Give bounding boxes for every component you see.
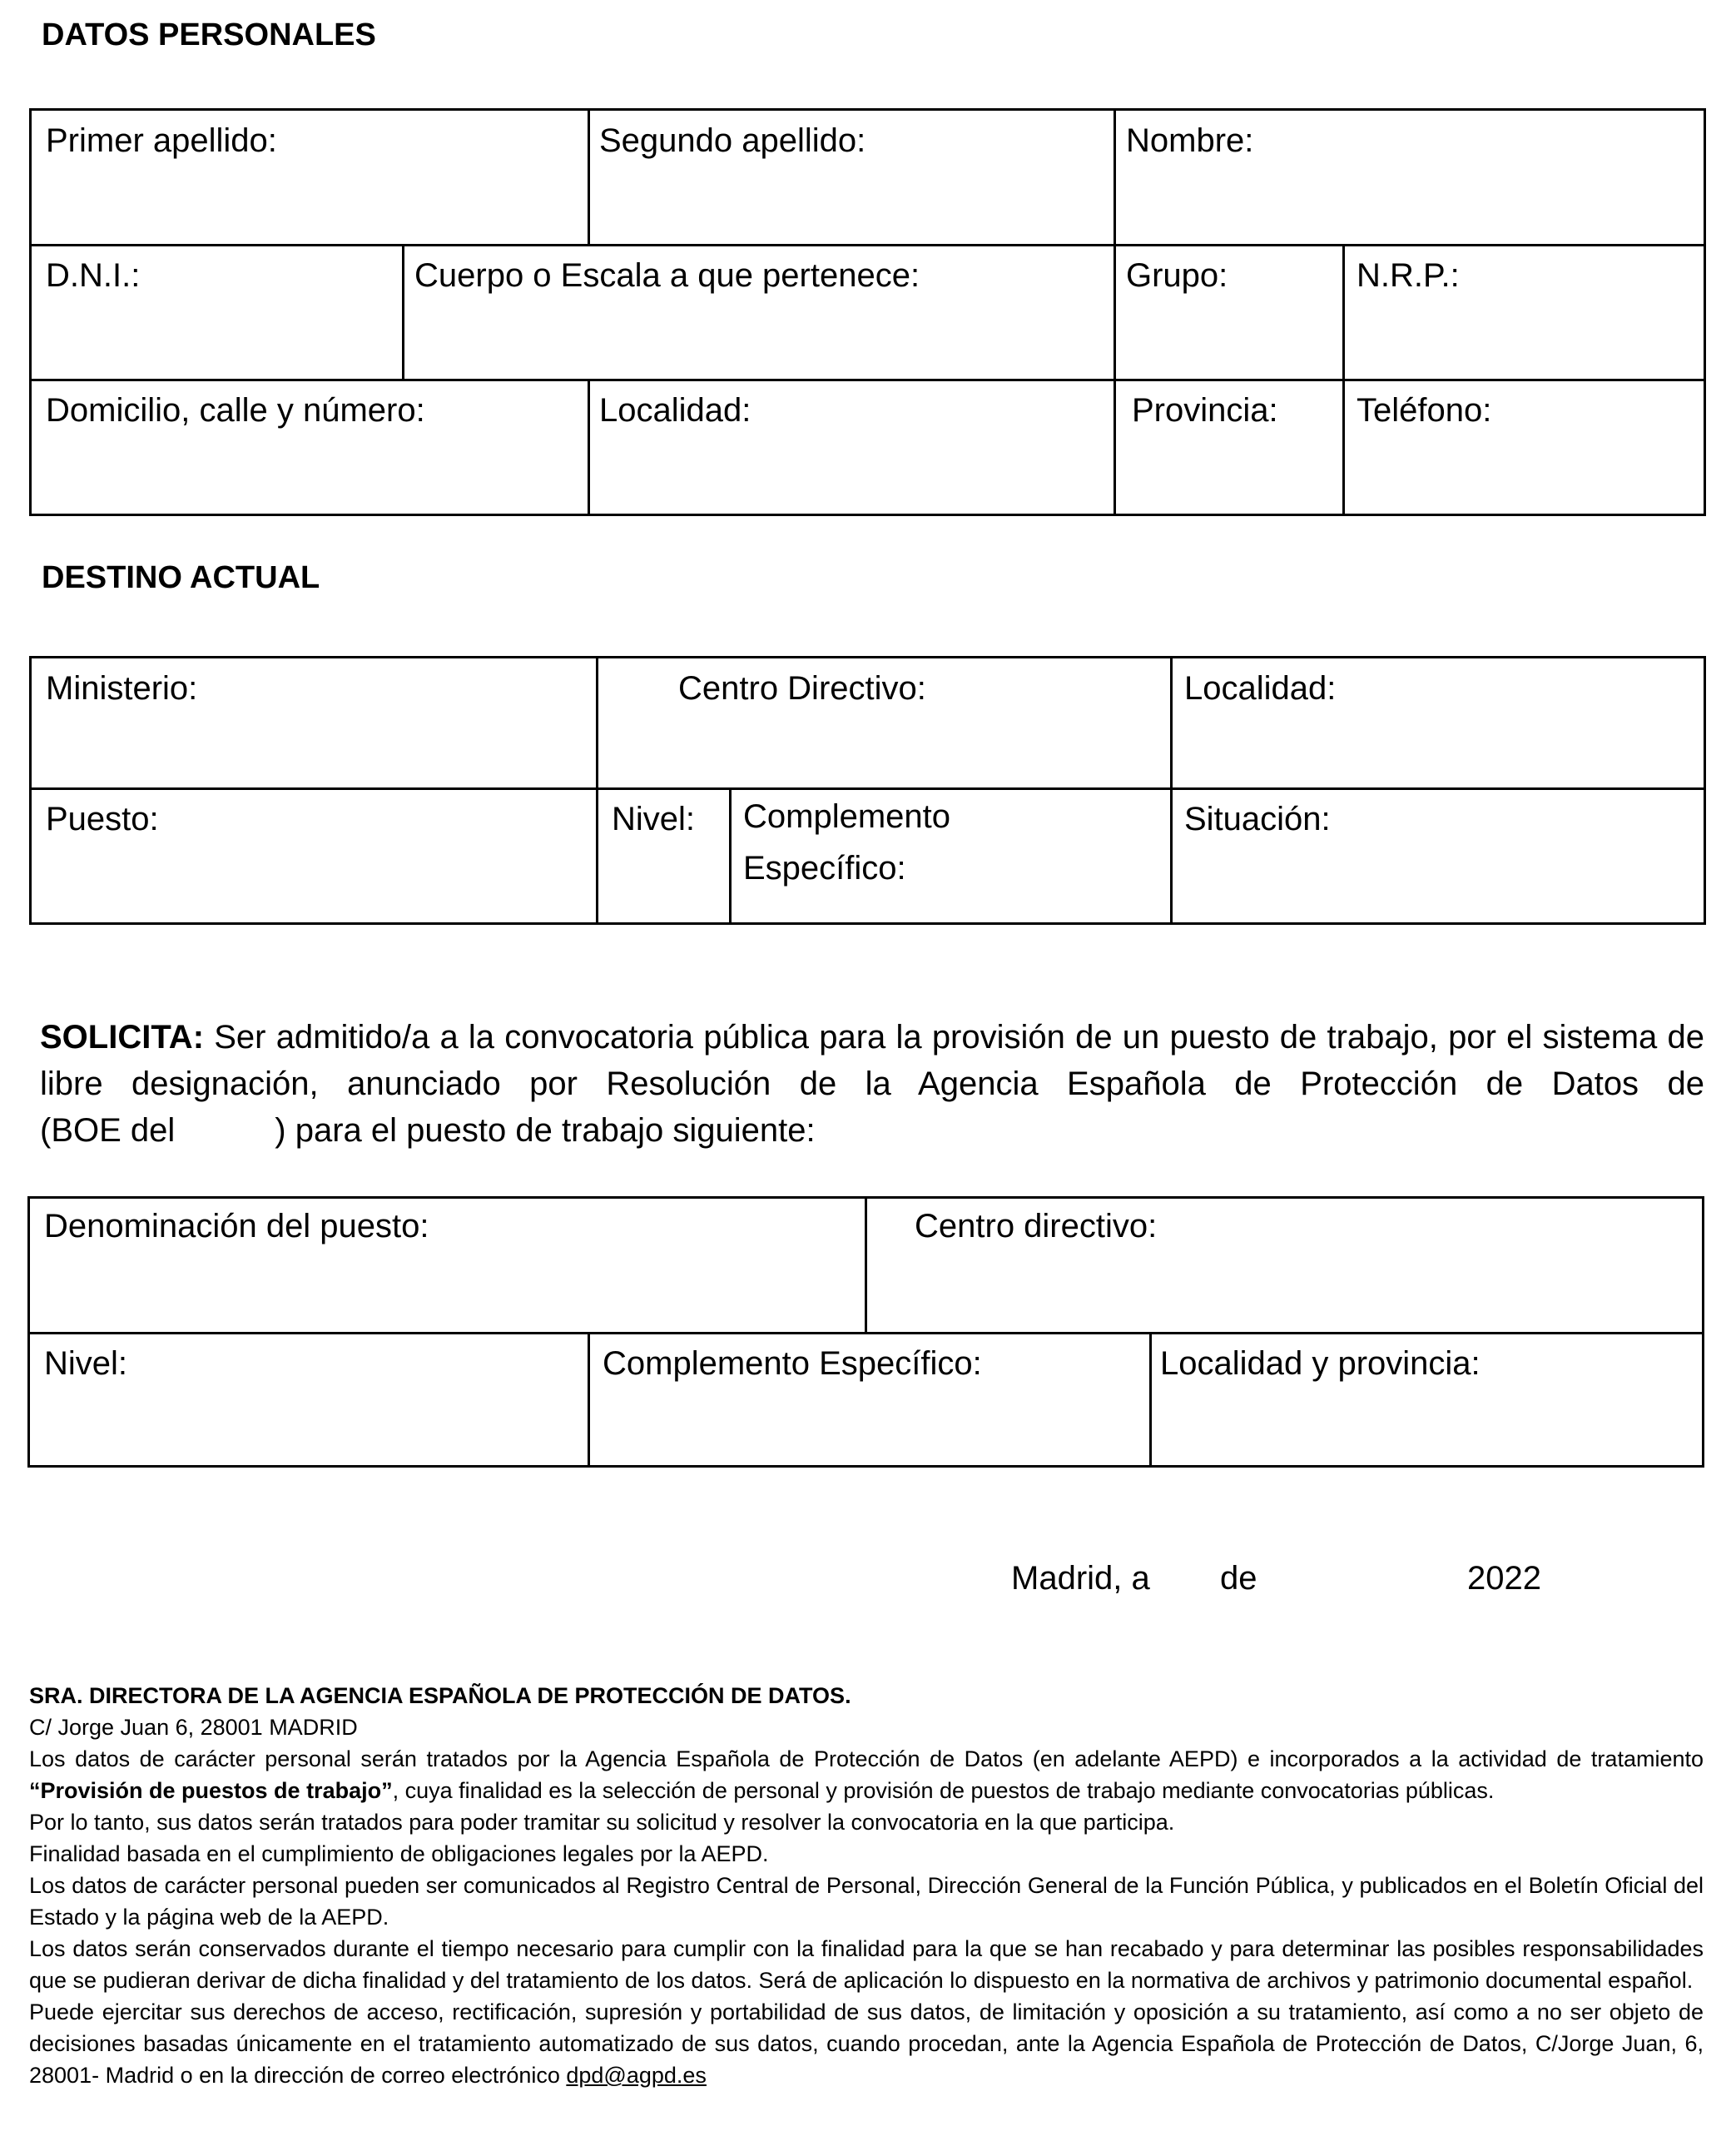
field-localidad-provincia[interactable]: Localidad y provincia: (1160, 1345, 1481, 1382)
field-situacion[interactable]: Situación: (1184, 801, 1331, 837)
boe-suffix: ) para el puesto de trabajo siguiente: (275, 1112, 816, 1149)
table-divider (588, 379, 590, 514)
field-centro-directivo-solicitado[interactable]: Centro directivo: (915, 1208, 1158, 1244)
table-divider (865, 1199, 867, 1332)
boe-prefix: (BOE del (40, 1112, 176, 1149)
field-domicilio[interactable]: Domicilio, calle y número: (46, 392, 425, 429)
field-cuerpo-escala[interactable]: Cuerpo o Escala a que pertenece: (414, 257, 920, 294)
field-nivel-solicitado[interactable]: Nivel: (44, 1345, 128, 1382)
solicita-boe-line (40, 1107, 816, 1154)
destino-actual-table (29, 656, 1706, 925)
field-puesto[interactable]: Puesto: (46, 801, 159, 837)
footer-p1-start: Los datos de carácter personal serán tratados por la Agencia Española de Protección de Datos (en adelante AEPD) e incorporados a la actividad de tratamiento (29, 1746, 1704, 1771)
footer-paragraph-6 (29, 1996, 1704, 2091)
footer-p6-text: Puede ejercitar sus derechos de acceso, rectificación, supresión y portabilidad de sus datos, de limitación y oposición a su tratamiento, así como a no ser objeto de decisiones basadas únicamente en el tratamiento automatizado de sus datos, cuando procedan, ante la Agencia Española de Protección de Datos, C/Jorge Juan, 6, 28001- Madrid o en la dirección de correo electrónico (29, 1999, 1704, 2088)
table-divider (32, 379, 1704, 381)
table-divider (596, 658, 598, 922)
field-dni[interactable]: D.N.I.: (46, 257, 141, 294)
table-divider (32, 244, 1704, 246)
table-divider (588, 1332, 590, 1465)
fecha-anio: 2022 (1467, 1560, 1541, 1597)
field-centro-directivo[interactable]: Centro Directivo: (678, 670, 926, 707)
field-complemento-line1[interactable]: Complemento (743, 798, 951, 835)
field-complemento-line2: Específico: (743, 850, 906, 887)
footer-paragraph-2: Por lo tanto, sus datos serán tratados para poder tramitar su solicitud y resolver la convocatoria en la que participa. (29, 1810, 1175, 1835)
table-divider (1342, 244, 1345, 514)
section-heading-datos-personales: DATOS PERSONALES (42, 17, 376, 52)
legal-footer (29, 1680, 1704, 2091)
field-provincia[interactable]: Provincia: (1132, 392, 1278, 429)
field-ministerio[interactable]: Ministerio: (46, 670, 198, 707)
datos-personales-table (29, 108, 1706, 516)
footer-paragraph-5: Los datos serán conservados durante el tiempo necesario para cumplir con la finalidad para la que se han recabado y para determinar las posibles responsabilidades que se pudieran derivar de dicha finalidad y del tratamiento de los datos. Será de aplicación lo dispuesto en la normativa de archivos y patrimonio documental español. (29, 1936, 1704, 1993)
table-divider (1114, 111, 1116, 514)
field-grupo[interactable]: Grupo: (1126, 257, 1228, 294)
email-link[interactable]: dpd@agpd.es (566, 2063, 707, 2088)
footer-title: SRA. DIRECTORA DE LA AGENCIA ESPAÑOLA DE PROTECCIÓN DE DATOS. (29, 1683, 851, 1708)
field-nombre[interactable]: Nombre: (1126, 122, 1254, 159)
field-localidad-destino[interactable]: Localidad: (1184, 670, 1337, 707)
footer-paragraph-4: Los datos de carácter personal pueden ser comunicados al Registro Central de Personal, Dirección General de la Función Pública, y publicados en el Boletín Oficial del Estado y la página web de la AEPD. (29, 1873, 1704, 1930)
table-divider (30, 1332, 1702, 1334)
puesto-solicitado-table (27, 1196, 1704, 1468)
footer-paragraph-1 (29, 1743, 1704, 1806)
field-segundo-apellido[interactable]: Segundo apellido: (599, 122, 866, 159)
fecha-lugar: Madrid, a (1011, 1560, 1150, 1597)
fecha-de: de (1220, 1560, 1257, 1597)
footer-paragraph-3: Finalidad basada en el cumplimiento de obligaciones legales por la AEPD. (29, 1841, 769, 1866)
table-divider (32, 787, 1704, 790)
field-localidad[interactable]: Localidad: (599, 392, 751, 429)
table-divider (729, 787, 732, 922)
footer-p1-activity: “Provisión de puestos de trabajo” (29, 1778, 393, 1803)
footer-p1-end: , cuya finalidad es la selección de personal y provisión de puestos de trabajo mediante convocatorias públicas. (392, 1778, 1495, 1803)
field-complemento-solicitado[interactable]: Complemento Específico: (603, 1345, 982, 1382)
solicita-label: SOLICITA: (40, 1019, 205, 1056)
footer-address: C/ Jorge Juan 6, 28001 MADRID (29, 1715, 358, 1740)
field-denominacion-puesto[interactable]: Denominación del puesto: (44, 1208, 429, 1244)
table-divider (1170, 658, 1173, 922)
field-primer-apellido[interactable]: Primer apellido: (46, 122, 277, 159)
field-nivel[interactable]: Nivel: (612, 801, 696, 837)
table-divider (1149, 1332, 1152, 1465)
section-heading-destino-actual: DESTINO ACTUAL (42, 560, 320, 595)
table-divider (402, 244, 404, 379)
field-telefono[interactable]: Teléfono: (1357, 392, 1492, 429)
table-divider (588, 111, 590, 244)
solicita-text: Ser admitido/a a la convocatoria pública para la provisión de un puesto de trabajo, por el sistema de libre designación, anunciado por Resolución de la Agencia Española de Protección de Datos de (40, 1019, 1704, 1102)
field-nrp[interactable]: N.R.P.: (1357, 257, 1460, 294)
